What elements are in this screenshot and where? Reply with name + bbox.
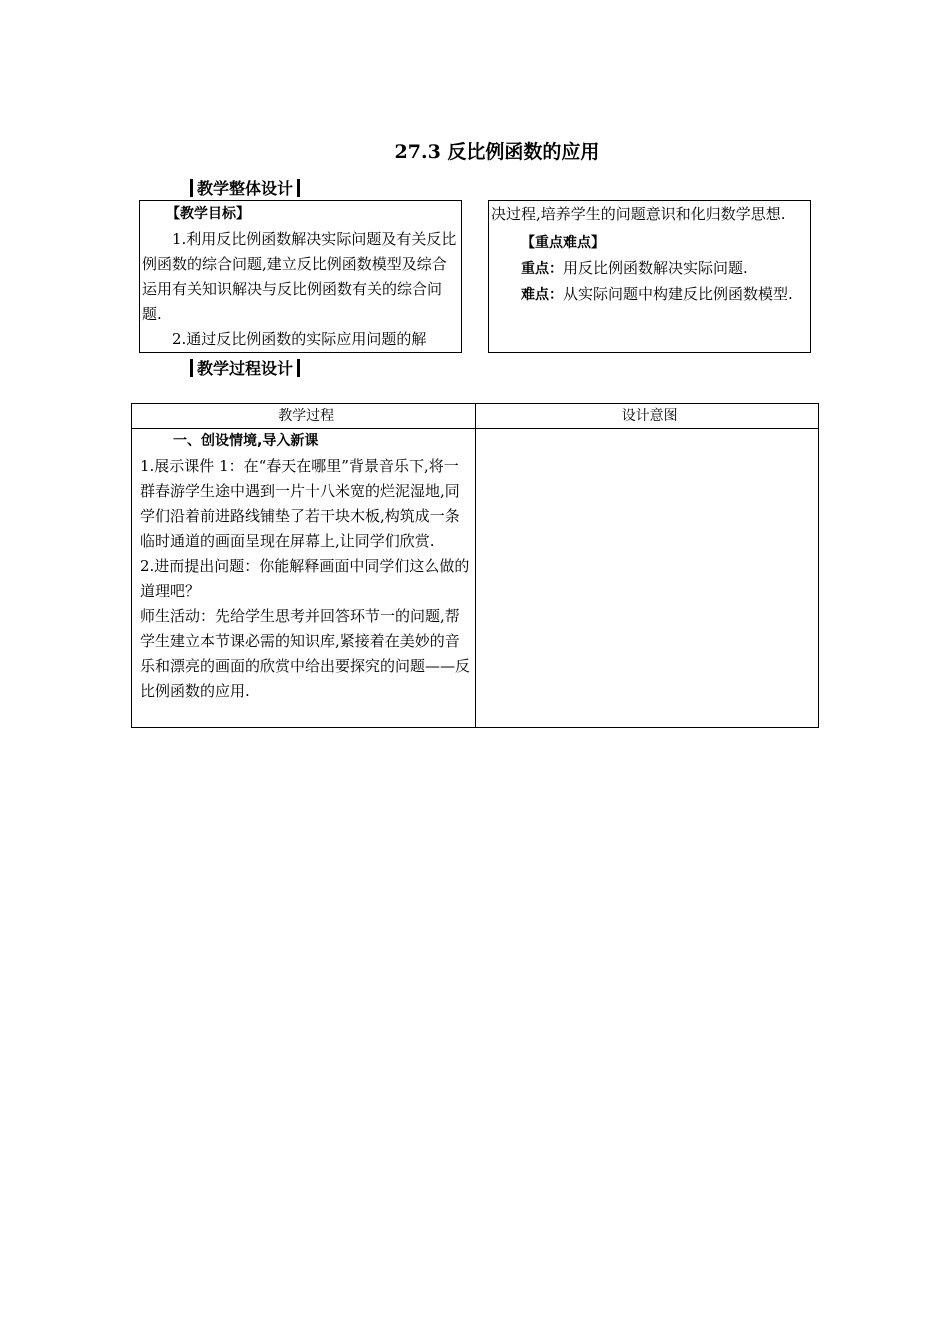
section-heading-process-design bbox=[186, 356, 304, 379]
difficulty-text: 从实际问题中构建反比例函数模型. bbox=[563, 285, 793, 303]
page-title: 27.3 反比例函数的应用 bbox=[394, 141, 600, 163]
process-paragraph-2: 2.进而提出问题：你能解释画面中同学们这么做的道理吧？ bbox=[140, 557, 470, 600]
key-point-line bbox=[491, 256, 808, 282]
table-header-row bbox=[132, 404, 819, 429]
section-heading-text: 教学过程设计 bbox=[197, 359, 294, 378]
teaching-goals-box bbox=[139, 200, 462, 353]
teaching-process-table bbox=[131, 403, 819, 728]
teaching-goal-1: 1.利用反比例函数解决实际问题及有关反比例函数的综合问题,建立反比例函数模型及综合运用有关知识解决与反比例函数有关的综合问题. bbox=[142, 230, 457, 323]
header-design-intent: 设计意图 bbox=[476, 404, 819, 429]
heading-bar-left bbox=[190, 179, 193, 197]
process-step-heading: 一、创设情境,导入新课 bbox=[173, 433, 319, 449]
key-point-label: 重点： bbox=[521, 261, 563, 277]
key-point-text: 用反比例函数解决实际问题. bbox=[563, 259, 748, 277]
header-teaching-process: 教学过程 bbox=[132, 404, 476, 429]
table-row bbox=[132, 429, 819, 728]
difficulty-label: 难点： bbox=[521, 287, 563, 303]
key-points-heading: 【重点难点】 bbox=[521, 235, 605, 251]
teaching-goals-heading: 【教学目标】 bbox=[166, 206, 250, 222]
process-paragraph-3: 师生活动：先给学生思考并回答环节一的问题,帮学生建立本节课必需的知识库,紧接着在美妙的音乐和漂亮的画面的欣赏中给出要探究的问题——反比例函数的应用. bbox=[140, 607, 471, 700]
section-heading-text: 教学整体设计 bbox=[197, 179, 294, 198]
heading-bar-left bbox=[190, 359, 193, 377]
key-points-box bbox=[488, 200, 811, 353]
process-cell bbox=[132, 429, 476, 728]
teaching-goal-2-end: 决过程,培养学生的问题意识和化归数学思想. bbox=[491, 205, 786, 223]
heading-bar-right bbox=[297, 359, 300, 377]
difficulty-line bbox=[491, 282, 808, 308]
teaching-goal-2-start: 2.通过反比例函数的实际应用问题的解 bbox=[172, 330, 427, 348]
design-intent-cell bbox=[476, 429, 819, 728]
section-heading-overall-design bbox=[186, 176, 304, 199]
process-paragraph-1: 1.展示课件 1：在“春天在哪里”背景音乐下,将一群春游学生途中遇到一片十八米宽的烂泥湿地,同学们沿着前进路线铺垫了若干块木板,构筑成一条临时通道的画面呈现在屏幕上,让同学们欣赏. bbox=[140, 457, 460, 550]
heading-bar-right bbox=[297, 179, 300, 197]
